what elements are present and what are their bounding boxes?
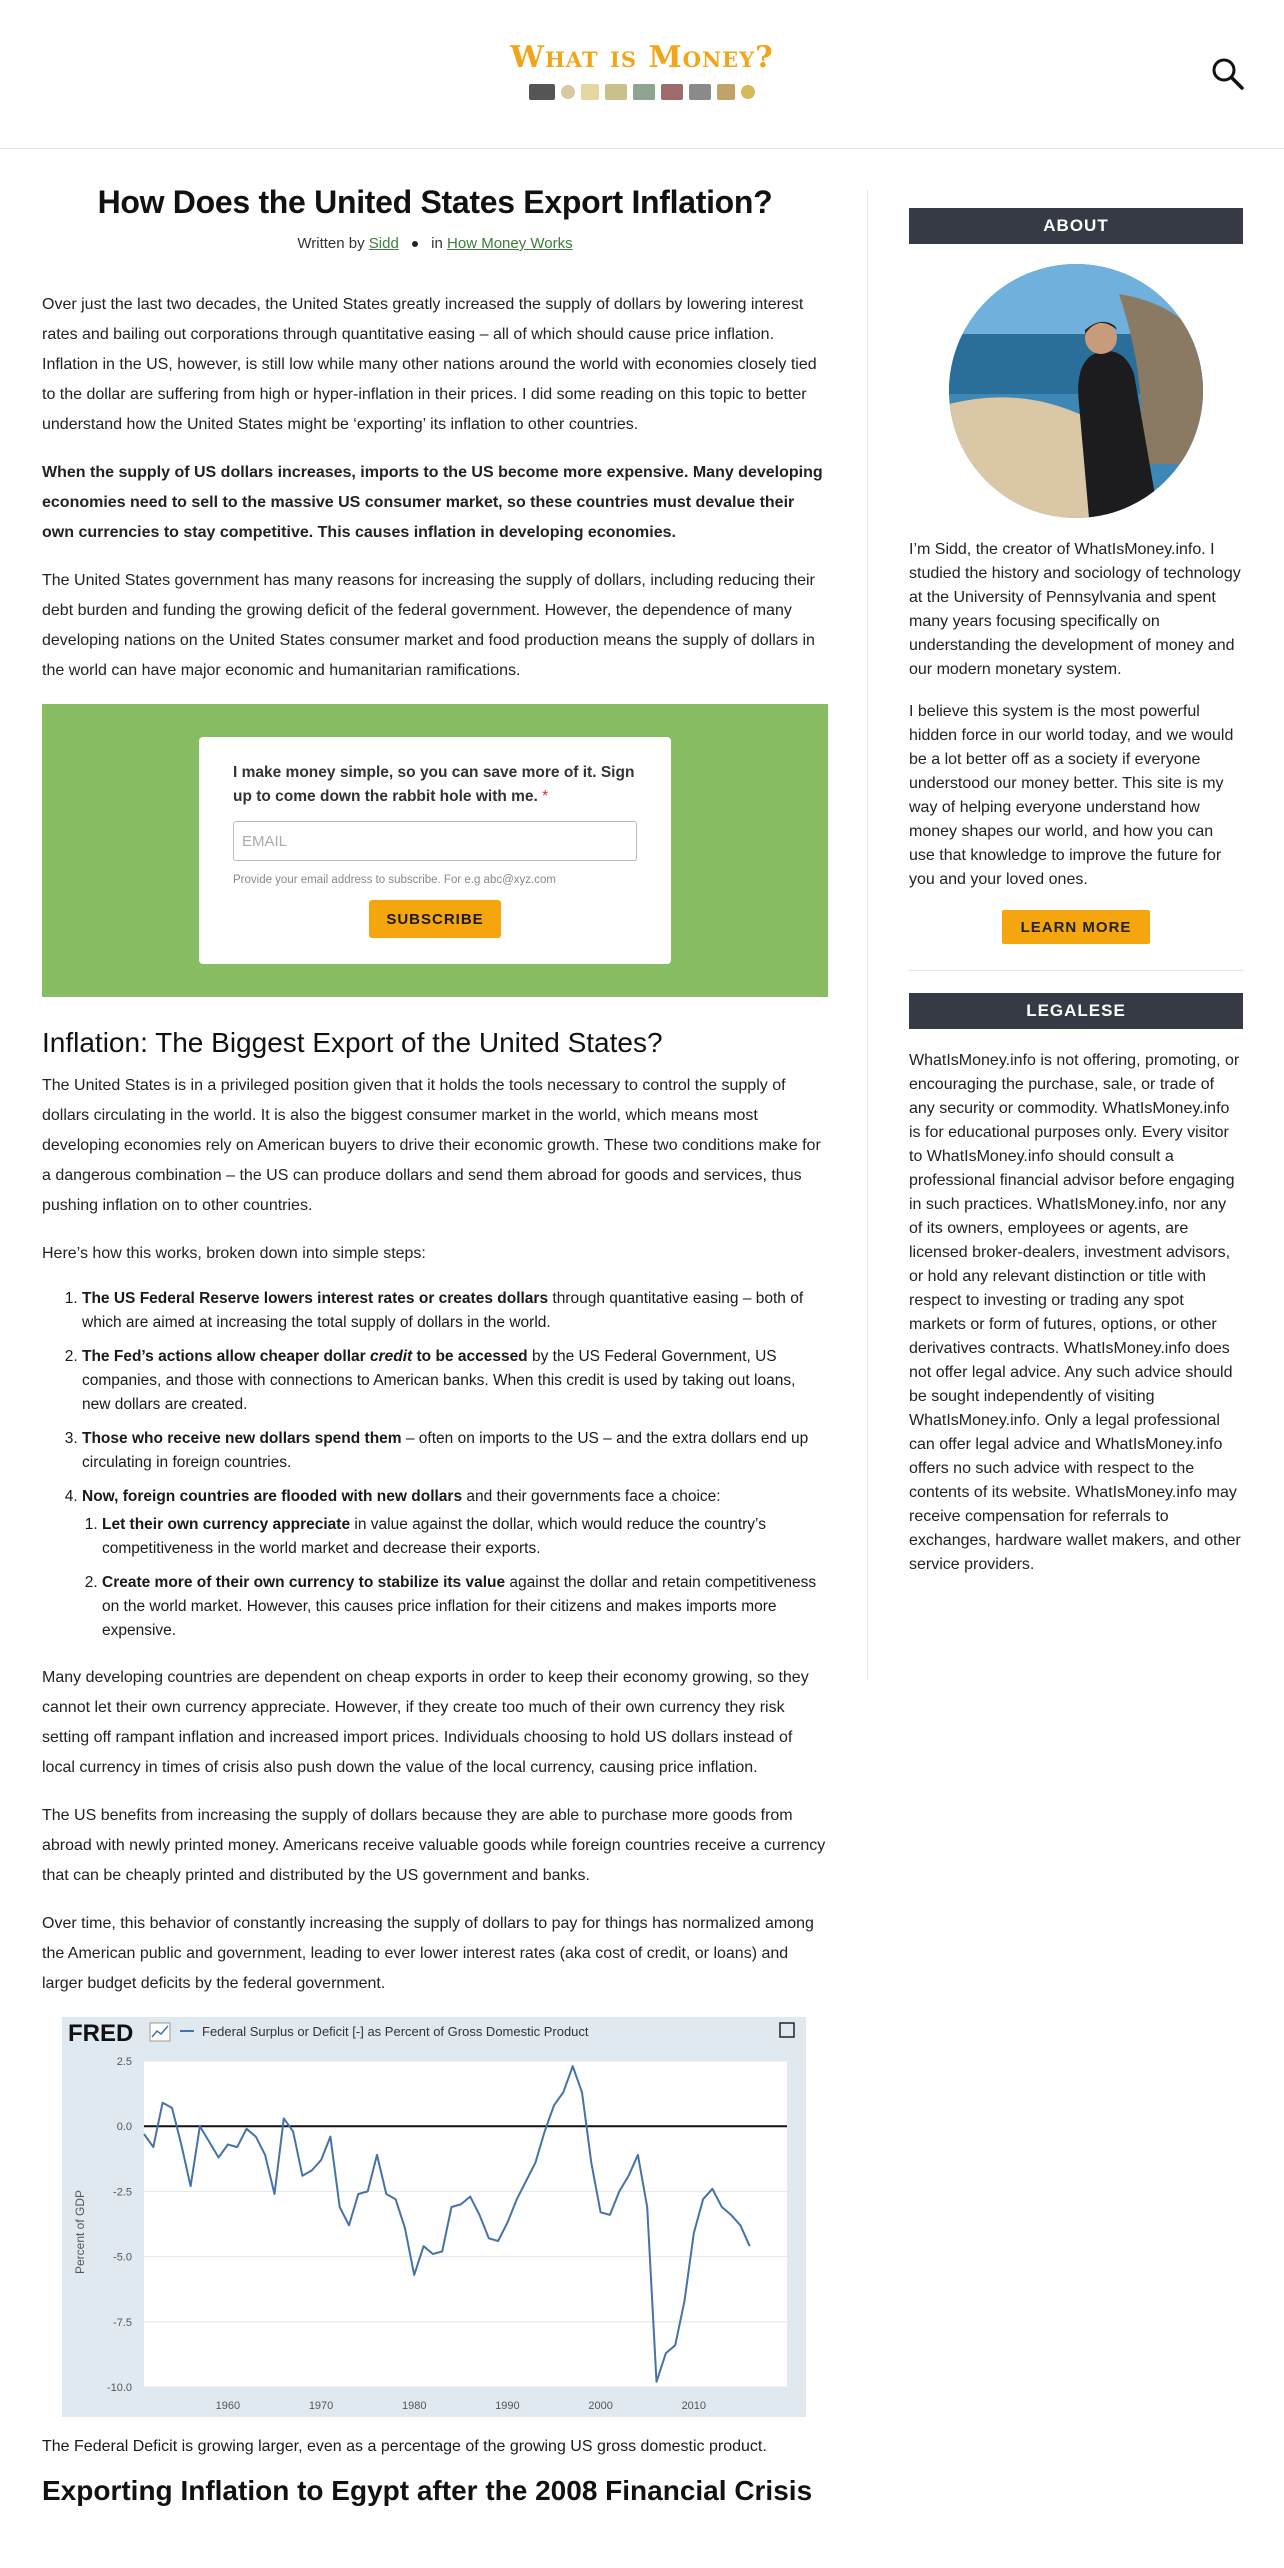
signup-card [199, 737, 671, 964]
site-header [0, 0, 1284, 149]
list-item: 3. Those who receive new dollars spend them – often on imports to the US – and the extra dollars end up circulating in foreign countries. [82, 1427, 828, 1475]
list-item: 1. The US Federal Reserve lowers interest rates or creates dollars through quantitative easing – both of which are aimed at increasing the total supply of dollars in the world. [82, 1287, 828, 1335]
about-widget-title: ABOUT [909, 208, 1243, 244]
about-paragraph-2: I believe this system is the most powerful hidden force in our world today, and we would be a lot better off as a society if everyone understood our money better. This site is my way of helping everyone understand how money shapes our world, and how you can use that knowledge to improve the future for you and your loved ones. [909, 703, 1234, 888]
author-link[interactable]: Sidd [368, 235, 399, 252]
shell-icon [561, 85, 575, 99]
y-tick-label: -10.0 [106, 2382, 132, 2394]
fred-chart [62, 2017, 806, 2417]
written-by-label: Written by [297, 235, 365, 252]
list-item: 2. Create more of their own currency to stabilize its value against the dollar and retain competitiveness on the world market. However, this causes price inflation for their citizens and makes imports more expensive. [102, 1571, 828, 1643]
logo-money-evolution-strip [0, 81, 1284, 103]
fred-brand: FRED [68, 2020, 134, 2047]
sidebar-divider [867, 190, 868, 1680]
signup-help-text: Provide your email address to subscribe. For e.g abc@xyz.com [233, 874, 556, 886]
scroll-icon [605, 84, 627, 100]
category-link[interactable]: How Money Works [447, 235, 573, 252]
list-item: 4. Now, foreign countries are flooded with new dollars and their governments face a choice: 1. Let their own currency appreciate in value against the dollar, which would reduce the country’s competitiveness in the world market and decrease their exports. 2. Create more of their own currency to stabilize its value against the dollar and retain competitiveness on the world market. However, this causes price inflation for their citizens and makes imports more expensive. [82, 1485, 828, 1643]
plot-area [144, 2061, 787, 2387]
fullscreen-icon[interactable] [780, 2023, 794, 2037]
page-title: How Does the United States Export Inflation? [97, 184, 773, 220]
sidebar [909, 208, 1243, 1595]
banknote-icon [633, 84, 655, 100]
y-tick-label: -5.0 [113, 2251, 132, 2264]
chart-caption: The Federal Deficit is growing larger, even as a percentage of the growing US gross domestic product. [42, 2438, 767, 2455]
x-tick-label: 1960 [215, 2400, 241, 2412]
post-meta [42, 235, 828, 252]
bill-icon [661, 84, 683, 100]
y-tick-label: 0.0 [116, 2121, 132, 2134]
sub-steps-list [82, 1513, 828, 1643]
y-tick-label: 2.5 [116, 2056, 132, 2068]
x-tick-label: 1990 [495, 2400, 520, 2412]
cow-icon [529, 84, 555, 100]
y-axis-label: Percent of GDP [73, 2189, 87, 2275]
paragraph-summary: When the supply of US dollars increases, imports to the US become more expensive. Many developing economies need to sell to the massive US consumer market, so these countries must devalue their own currencies to stay competitive. This causes inflation in developing economies. [42, 464, 823, 541]
sidebar-separator [909, 970, 1243, 971]
article [42, 178, 828, 2507]
legalese-widget-title: LEGALESE [909, 993, 1243, 1029]
meta-separator-dot [412, 241, 418, 247]
bitcoin-icon [741, 85, 755, 99]
paragraph-us-benefits: The US benefits from increasing the supply of dollars because they are able to purchase more goods from abroad with newly printed money. Americans receive valuable goods while foreign countries receive a currency that can be cheaply printed and distributed by the US government and banks. [42, 1807, 826, 1884]
legalese-text: WhatIsMoney.info is not offering, promoting, or encouraging the purchase, sale, or trade of any security or commodity. WhatIsMoney.info is for educational purposes only. Every visitor to WhatIsMoney.info should consult a professional financial advisor before engaging in such practices. WhatIsMoney.info, nor any of its owners, employees or agents, are licensed broker-dealers, investment advisors, or hold any relevant distinction or title with respect to investing or trading any spot markets or form of futures, options, or other derivatives contracts. WhatIsMoney.info does not offer legal advice. Any such advice should be sought independently of visiting WhatIsMoney.info. Only a legal professional can offer legal advice and WhatIsMoney.info offers no such advice with respect to the contents of its website. WhatIsMoney.info may receive compensation for referrals to exchanges, hardware wallet makers, and other service providers. [909, 1052, 1241, 1573]
steps-list [42, 1287, 828, 1643]
y-tick-label: -7.5 [113, 2316, 132, 2329]
learn-more-button[interactable]: LEARN MORE [1002, 910, 1151, 944]
paragraph-developing-countries: Many developing countries are dependent on cheap exports in order to keep their economy growing, so they cannot let their own currency appreciate. However, if they create too much of their own currency they risk setting off rampant inflation and increased import prices. Individuals choosing to hold US dollars instead of local currency in times of crisis also push down the value of the local currency, causing price inflation. [42, 1669, 809, 1776]
subscribe-button[interactable]: SUBSCRIBE [369, 900, 500, 938]
paragraph-intro: Over just the last two decades, the United States greatly increased the supply of dollars by lowering interest rates and bailing out corporations through quantitative easing – all of which should cause price inflation. Inflation in the US, however, is still low while many other nations around the world with economies closely tied to the dollar are suffering from high or hyper-inflation in their prices. I did some reading on this topic to better understand how the United States might be ‘exporting’ its inflation to other countries. [42, 296, 817, 433]
newsletter-signup [42, 704, 828, 997]
email-field[interactable] [233, 821, 637, 861]
laptop-icon [717, 84, 735, 100]
in-label: in [431, 235, 443, 252]
search-icon[interactable] [1210, 56, 1246, 92]
x-tick-label: 1980 [402, 2400, 427, 2412]
x-tick-label: 2010 [681, 2400, 707, 2412]
fred-graph-icon [150, 2023, 170, 2041]
site-logo[interactable] [0, 40, 1284, 103]
section-heading-inflation: Inflation: The Biggest Export of the United States? [42, 1027, 663, 1058]
chart-title: Federal Surplus or Deficit [-] as Percent of Gross Domestic Product [202, 2024, 589, 2039]
paragraph-steps-intro: Here’s how this works, broken down into simple steps: [42, 1245, 426, 1262]
list-item: 1. Let their own currency appreciate in value against the dollar, which would reduce the country’s competitiveness in the world market and decrease their exports. [102, 1513, 828, 1561]
author-photo [949, 264, 1203, 518]
coins-icon [581, 84, 599, 100]
x-tick-label: 2000 [588, 2400, 613, 2412]
card-icon [689, 84, 711, 100]
required-mark: * [542, 788, 549, 805]
y-tick-label: -2.5 [113, 2186, 132, 2199]
fred-chart-svg [62, 2017, 806, 2417]
paragraph-privileged-position: The United States is in a privileged position given that it holds the tools necessary to control the supply of dollars circulating in the world. It is also the biggest consumer market in the world, which means most developing economies rely on American buyers to drive their economic growth. These two conditions make for a dangerous combination – the US can produce dollars and send them abroad for goods and services, thus pushing inflation on to other countries. [42, 1077, 821, 1214]
x-tick-label: 1970 [308, 2400, 334, 2412]
paragraph-reasons: The United States government has many reasons for increasing the supply of dollars, including reducing their debt burden and funding the growing deficit of the federal government. However, the dependence of many developing nations on the United States consumer market and food production means the supply of dollars in the world can have major economic and humanitarian ramifications. [42, 572, 815, 679]
signup-prompt: I make money simple, so you can save more of it. Sign up to come down the rabbit hole with me. * [233, 764, 635, 805]
about-paragraph-1: I’m Sidd, the creator of WhatIsMoney.info. I studied the history and sociology of technology at the University of Pennsylvania and spent many years focusing specifically on understanding the development of money and our modern monetary system. [909, 541, 1241, 678]
section-heading-egypt: Exporting Inflation to Egypt after the 2008 Financial Crisis [42, 2475, 813, 2506]
list-item: 2. The Fed’s actions allow cheaper dollar credit to be accessed by the US Federal Government, US companies, and those with connections to American banks. When this credit is used by taking out loans, new dollars are created. [82, 1345, 828, 1417]
logo-title: What is Money? [510, 40, 774, 75]
paragraph-normalized-behavior: Over time, this behavior of constantly increasing the supply of dollars to pay for things has normalized among the American public and government, leading to ever lower interest rates (aka cost of credit, or loans) and larger budget deficits by the federal government. [42, 1915, 814, 1992]
